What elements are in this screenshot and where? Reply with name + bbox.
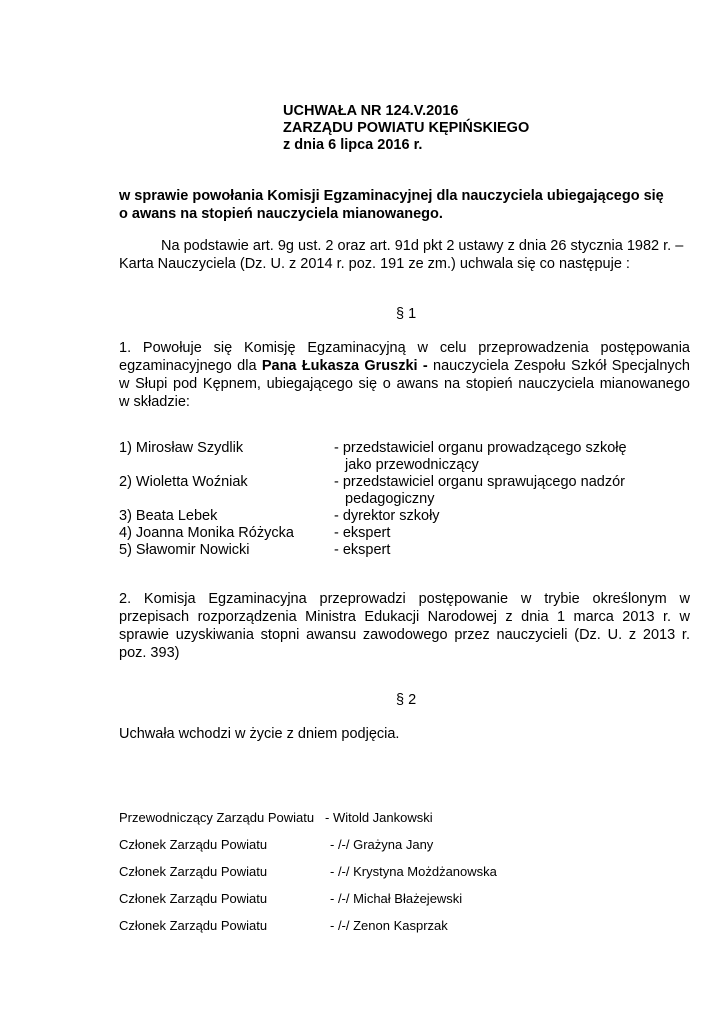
point-1-line-2-start: egzaminacyjnego dla bbox=[119, 358, 262, 374]
section-1-point-2 bbox=[119, 590, 690, 662]
member-role-1: - przedstawiciel organu prowadzącego szkołę bbox=[334, 440, 627, 456]
issuing-body: ZARZĄDU POWIATU KĘPIŃSKIEGO bbox=[283, 120, 530, 136]
signature-role-3: Członek Zarządu Powiatu bbox=[119, 864, 268, 879]
section-1-point-1 bbox=[119, 339, 690, 411]
subject-line-2: o awans na stopień nauczyciela mianowanego. bbox=[119, 206, 443, 222]
member-role-4: - ekspert bbox=[334, 525, 391, 541]
signature-role-4: Członek Zarządu Powiatu bbox=[119, 891, 268, 906]
section-2-heading: § 2 bbox=[396, 692, 417, 708]
point-1-line-2-end: nauczyciela Zespołu Szkół Specjalnych bbox=[427, 358, 690, 374]
member-role-3: - dyrektor szkoły bbox=[334, 508, 440, 524]
point-1-line-3: w Słupi pod Kępnem, ubiegającego się o awans na stopień nauczyciela mianowanego bbox=[119, 376, 690, 392]
signature-role-2: Członek Zarządu Powiatu bbox=[119, 837, 268, 852]
signature-name-1: - Witold Jankowski bbox=[325, 810, 433, 825]
member-name-2: 2) Wioletta Woźniak bbox=[119, 474, 248, 490]
signature-name-4: - /-/ Michał Błażejewski bbox=[330, 891, 463, 906]
member-name-5: 5) Sławomir Nowicki bbox=[119, 542, 250, 558]
signature-name-5: - /-/ Zenon Kasprzak bbox=[330, 918, 448, 933]
legal-basis-line-2: Karta Nauczyciela (Dz. U. z 2014 r. poz. 191 ze zm.) uchwala się co następuje : bbox=[119, 256, 630, 272]
point-2-line-1: 2. Komisja Egzaminacyjna przeprowadzi postępowanie w trybie określonym w bbox=[119, 591, 690, 607]
section-2-text: Uchwała wchodzi w życie z dniem podjęcia. bbox=[119, 726, 400, 742]
member-role-2: - przedstawiciel organu sprawującego nadzór bbox=[334, 474, 625, 490]
resolution-date: z dnia 6 lipca 2016 r. bbox=[283, 137, 423, 153]
subject-line-1: w sprawie powołania Komisji Egzaminacyjnej dla nauczyciela ubiegającego się bbox=[119, 188, 664, 204]
point-1-line-1: 1. Powołuje się Komisję Egzaminacyjną w celu przeprowadzenia postępowania bbox=[119, 340, 690, 356]
signature-role-5: Członek Zarządu Powiatu bbox=[119, 918, 268, 933]
signature-name-3: - /-/ Krystyna Możdżanowska bbox=[330, 864, 497, 879]
candidate-name: Pana Łukasza Gruszki - bbox=[261, 358, 428, 374]
resolution-number: UCHWAŁA NR 124.V.2016 bbox=[283, 103, 459, 119]
member-role-5: - ekspert bbox=[334, 542, 391, 558]
point-2-line-3: sprawie uzyskiwania stopni awansu zawodowego przez nauczycieli (Dz. U. z 2013 r. bbox=[119, 627, 690, 643]
legal-basis-line-1: Na podstawie art. 9g ust. 2 oraz art. 91d pkt 2 ustawy z dnia 26 stycznia 1982 r. – bbox=[161, 238, 684, 254]
point-2-line-4: poz. 393) bbox=[119, 645, 180, 661]
signature-role-1: Przewodniczący Zarządu Powiatu bbox=[119, 810, 315, 825]
member-name-1: 1) Mirosław Szydlik bbox=[119, 440, 244, 456]
member-name-3: 3) Beata Lebek bbox=[119, 508, 218, 524]
section-1-heading: § 1 bbox=[396, 306, 417, 322]
point-1-line-2 bbox=[119, 357, 690, 375]
member-role-1-cont: jako przewodniczący bbox=[345, 457, 479, 473]
signature-name-2: - /-/ Grażyna Jany bbox=[330, 837, 434, 852]
member-role-2-cont: pedagogiczny bbox=[345, 491, 435, 507]
point-1-line-4: w składzie: bbox=[119, 394, 190, 410]
member-name-4: 4) Joanna Monika Różycka bbox=[119, 525, 294, 541]
point-2-line-2: przepisach rozporządzenia Ministra Edukacji Narodowej z dnia 1 marca 2013 r. w bbox=[119, 609, 690, 625]
